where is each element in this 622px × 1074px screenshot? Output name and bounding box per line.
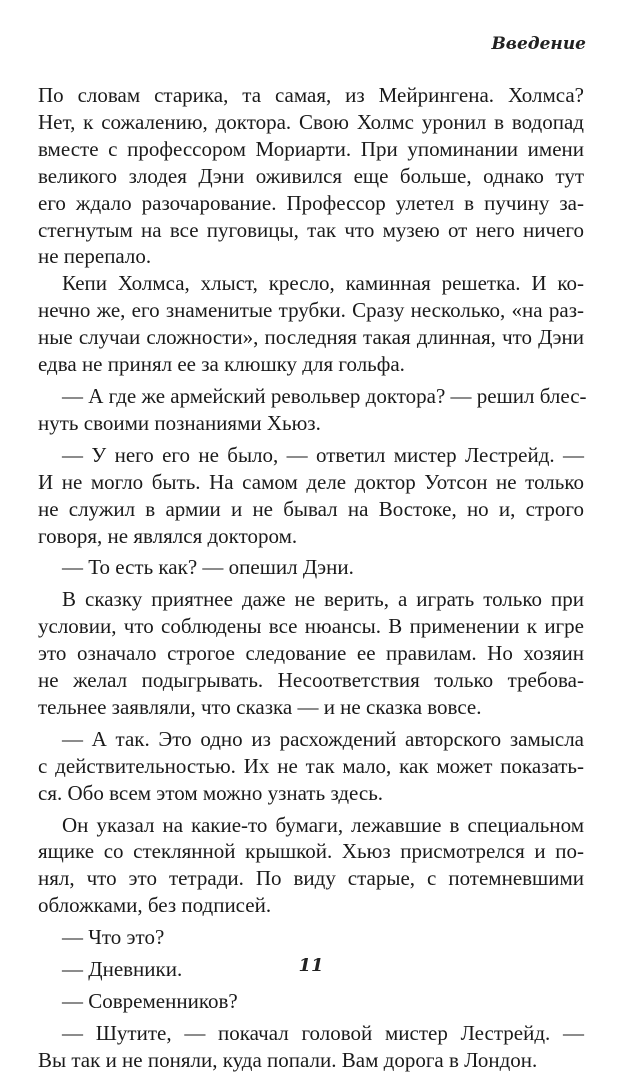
text-line: нуть своими познаниями Хьюз.: [38, 410, 321, 435]
text-line: его ждало разочарование. Профессор улетел в пучину за-: [38, 190, 584, 215]
text-line: — А так. Это одно из расхождений авторского замысла: [62, 726, 584, 751]
text-line: Кепи Холмса, хлыст, кресло, каминная решетка. И ко-: [62, 271, 584, 296]
paragraph: [38, 988, 584, 1015]
text-line: По словам старика, та самая, из Мейрингена. Холмса?: [38, 83, 584, 107]
text-line: это означало строгое следование ее правилам. Но хозяин: [38, 641, 584, 666]
paragraph: [38, 82, 584, 270]
text-line: — А где же армейский револьвер доктора? — решил блес-: [62, 383, 587, 408]
text-line: ящике со стеклянной крышкой. Хьюз присмотрелся и по-: [38, 839, 584, 864]
text-line: Нет, к сожалению, доктора. Свою Холмс уронил в водопад: [38, 109, 584, 134]
text-line: Он указал на какие-то бумаги, лежавшие в специальном: [62, 812, 584, 837]
text-line: нечно же, его знаменитые трубки. Сразу несколько, «на раз-: [38, 298, 584, 323]
text-line: — То есть как? — опешил Дэни.: [62, 555, 354, 580]
text-line: великого злодея Дэни оживился еще больше, однако тут: [38, 163, 584, 188]
body-text: [38, 82, 587, 1074]
text-line: ные случаи сложности», последняя такая длинная, что Дэни: [38, 325, 584, 350]
text-line: — Современников?: [62, 989, 238, 1013]
text-line: не служил в армии и не бывал на Востоке, но и, строго: [38, 496, 584, 521]
text-line: — У него его не было, — ответил мистер Лестрейд. —: [62, 442, 584, 467]
paragraph: [38, 554, 584, 581]
text-line: ся. Обо всем этом можно узнать здесь.: [38, 780, 384, 805]
text-line: стегнутым на все пуговицы, так что музею от него ничего: [38, 217, 584, 242]
running-header: Введение: [491, 34, 586, 54]
paragraph: [38, 924, 584, 951]
paragraph: [38, 270, 584, 378]
text-line: Вы так и не поняли, куда попали. Вам дорога в Лондон.: [38, 1047, 538, 1072]
text-line: вместе с профессором Мориарти. При упоминании имени: [38, 136, 584, 161]
text-line: условии, что соблюдены все нюансы. В применении к игре: [38, 614, 584, 639]
text-line: обложками, без подписей.: [38, 893, 272, 918]
text-line: тельнее заявляли, что сказка — и не сказка вовсе.: [38, 694, 482, 719]
text-line: едва не принял ее за клюшку для гольфа.: [38, 352, 405, 377]
text-line: не перепало.: [38, 244, 152, 269]
paragraph: [38, 726, 584, 807]
text-line: И не могло быть. На самом деле доктор Уотсон не только: [38, 469, 584, 494]
paragraph: [38, 442, 584, 550]
text-line: говоря, не являлся доктором.: [38, 523, 298, 548]
text-line: В сказку приятнее даже не верить, а играть только при: [62, 587, 584, 612]
text-line: — Шутите, — покачал головой мистер Лестрейд. —: [62, 1020, 584, 1045]
paragraph: [38, 383, 587, 437]
page-number: 11: [298, 955, 324, 976]
paragraph: [38, 812, 584, 920]
text-line: — Дневники.: [62, 957, 183, 982]
paragraph: [38, 1020, 584, 1074]
text-line: — Что это?: [62, 925, 165, 950]
text-line: с действительностью. Их не так мало, как может показать-: [38, 753, 584, 778]
text-line: не желал подыгрывать. Несоответствия только требова-: [38, 668, 584, 693]
text-line: нял, что это тетради. По виду старые, с потемневшими: [38, 866, 584, 891]
paragraph: [38, 586, 584, 721]
